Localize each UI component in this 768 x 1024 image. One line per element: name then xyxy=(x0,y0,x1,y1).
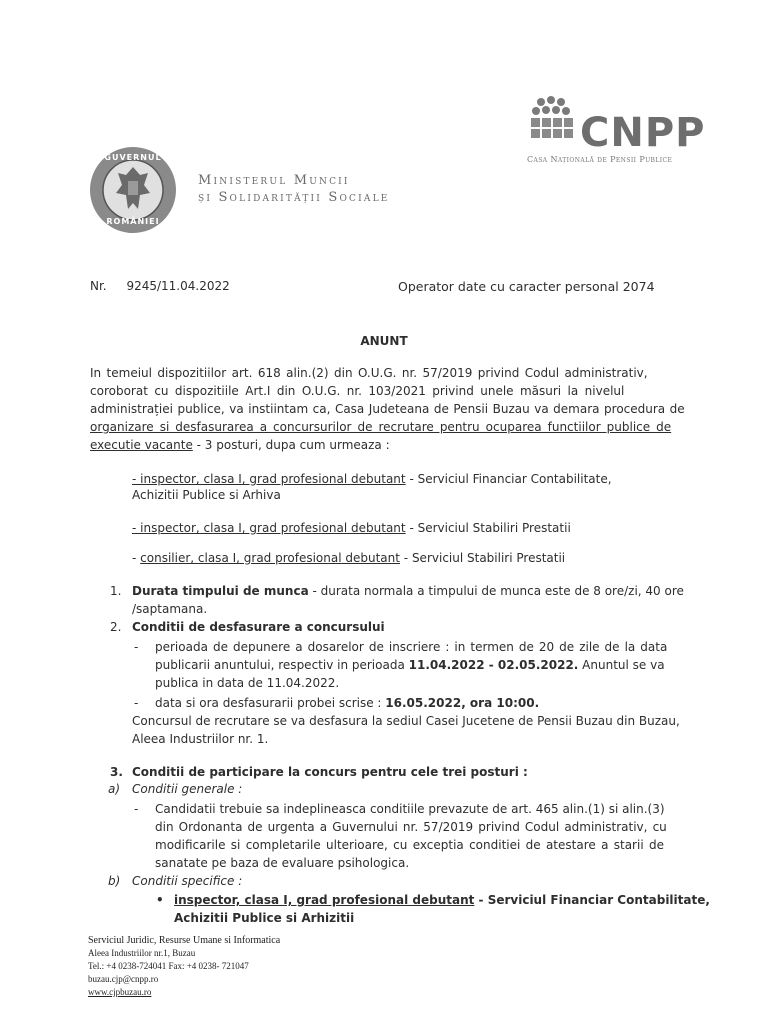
position-title: consilier, clasa I, grad profesional debutant xyxy=(140,551,400,565)
intro-line: organizare si desfasurarea a concursurilor de recrutare pentru ocuparea functiilor publice de xyxy=(90,420,672,434)
location-text: Aleea Industriilor nr. 1. xyxy=(132,732,269,746)
intro-positions-count: - 3 posturi, dupa cum urmeaza : xyxy=(192,438,390,452)
deadline-text: perioada de depunere a dosarelor de inscriere : in termen de 20 de zile de la data xyxy=(155,640,668,654)
operator-text: Operator date cu caracter personal 2074 xyxy=(398,279,655,294)
section-title: Durata timpului de munca xyxy=(132,584,309,598)
specific-position-title: inspector, clasa I, grad profesional debutant xyxy=(174,893,475,907)
government-seal xyxy=(88,145,178,235)
footer-contact xyxy=(88,934,280,999)
deadline-text: publicarii anuntului, respectiv in perioada xyxy=(155,658,409,672)
subsection-label: a) xyxy=(108,782,121,796)
section-title: Conditii de desfasurare a concursului xyxy=(132,620,385,634)
position-department: - Serviciul Stabiliri Prestatii xyxy=(405,521,571,535)
footer-phone: Tel.: +4 0238-724041 Fax: +4 0238- 721047 xyxy=(88,961,249,971)
cnpp-subtitle: Casa Națională de Pensii Publice xyxy=(527,155,673,164)
location-text: Concursul de recrutare se va desfasura la sediul Casei Jucetene de Pensii Buzau din Buzau, xyxy=(132,714,680,728)
general-condition-text: din Ordonanta de urgenta a Guvernului nr. 57/2019 privind Codul administrativ, cu xyxy=(155,820,667,834)
nr-label: Nr. xyxy=(90,279,107,293)
section-title: Conditii de participare la concurs pentru cele trei posturi : xyxy=(132,765,528,779)
subsection-title: Conditii generale : xyxy=(132,782,243,796)
section-text: - durata normala a timpului de munca este de 8 ore/zi, 40 ore xyxy=(308,584,684,598)
seal-text-bottom: ROMÂNIEI xyxy=(106,217,160,226)
ministry-line-1: Ministerul Muncii xyxy=(198,173,350,188)
general-condition-text: sanatate pe baza de evaluare psihologica. xyxy=(155,856,410,870)
footer-address: Aleea Industriilor nr.1, Buzau xyxy=(88,948,196,958)
footer-website: www.cjpbuzau.ro xyxy=(88,987,152,997)
deadline-text: Anuntul se va xyxy=(578,658,665,672)
section-number: 3. xyxy=(110,765,123,779)
publish-date-text: publica in data de 11.04.2022. xyxy=(155,676,340,690)
position-department: - Serviciul Financiar Contabilitate, xyxy=(405,472,612,486)
position-department-cont: Achizitii Publice si Arhiva xyxy=(132,488,281,502)
specific-position-department-cont: Achizitii Publice si Arhizitii xyxy=(174,911,355,925)
subsection-title: Conditii specifice : xyxy=(132,874,243,888)
position-prefix: - xyxy=(132,551,141,565)
general-condition-text: Candidatii trebuie sa indeplineasca conditiile prevazute de art. 465 alin.(1) si alin.(3) xyxy=(155,802,665,816)
section-number: 1. xyxy=(110,584,122,598)
footer-email: buzau.cjp@cnpp.ro xyxy=(88,974,159,984)
bullet-icon: • xyxy=(156,893,164,907)
position-department: - Serviciul Stabiliri Prestatii xyxy=(399,551,566,565)
position-item xyxy=(132,521,571,535)
nr-value: 9245/11.04.2022 xyxy=(126,279,230,293)
intro-line: coroborat cu dispozitiile Art.I din O.U.G. nr. 103/2021 privind unele măsuri la nivelul xyxy=(90,384,625,398)
section-number: 2. xyxy=(110,620,122,634)
subsection-label: b) xyxy=(108,874,121,888)
deadline-period: 11.04.2022 - 02.05.2022. xyxy=(408,658,579,672)
footer-department: Serviciul Juridic, Resurse Umane si Informatica xyxy=(88,935,281,946)
ministry-name xyxy=(198,172,390,206)
position-item xyxy=(132,551,565,565)
intro-line: In temeiul dispozitiilor art. 618 alin.(2) din O.U.G. nr. 57/2019 privind Codul administrativ, xyxy=(90,366,648,380)
position-item xyxy=(132,472,612,502)
section-text-cont: /saptamana. xyxy=(132,602,208,616)
exam-date-label: data si ora desfasurarii probei scrise : xyxy=(155,696,386,710)
registration-number xyxy=(90,279,230,293)
intro-vacant-text: executie vacante xyxy=(90,438,193,452)
seal-text-top: GUVERNUL xyxy=(104,153,162,162)
position-title: - inspector, clasa I, grad profesional debutant xyxy=(132,521,406,535)
general-condition-text: modificarile si completarile ulterioare, cu exceptia conditiei de atestare a starii de xyxy=(155,838,664,852)
cnpp-name: CNPP xyxy=(580,110,706,156)
position-title: - inspector, clasa I, grad profesional debutant xyxy=(132,472,406,486)
intro-line: administrației publice, va instiintam ca, Casa Judeteana de Pensii Buzau va demara procedura de xyxy=(90,402,685,416)
specific-position-department: - Serviciul Financiar Contabilitate, xyxy=(474,893,710,907)
document-title: ANUNT xyxy=(360,334,408,348)
exam-date-value: 16.05.2022, ora 10:00. xyxy=(385,696,540,710)
ministry-line-2: și Solidarității Sociale xyxy=(198,190,390,205)
